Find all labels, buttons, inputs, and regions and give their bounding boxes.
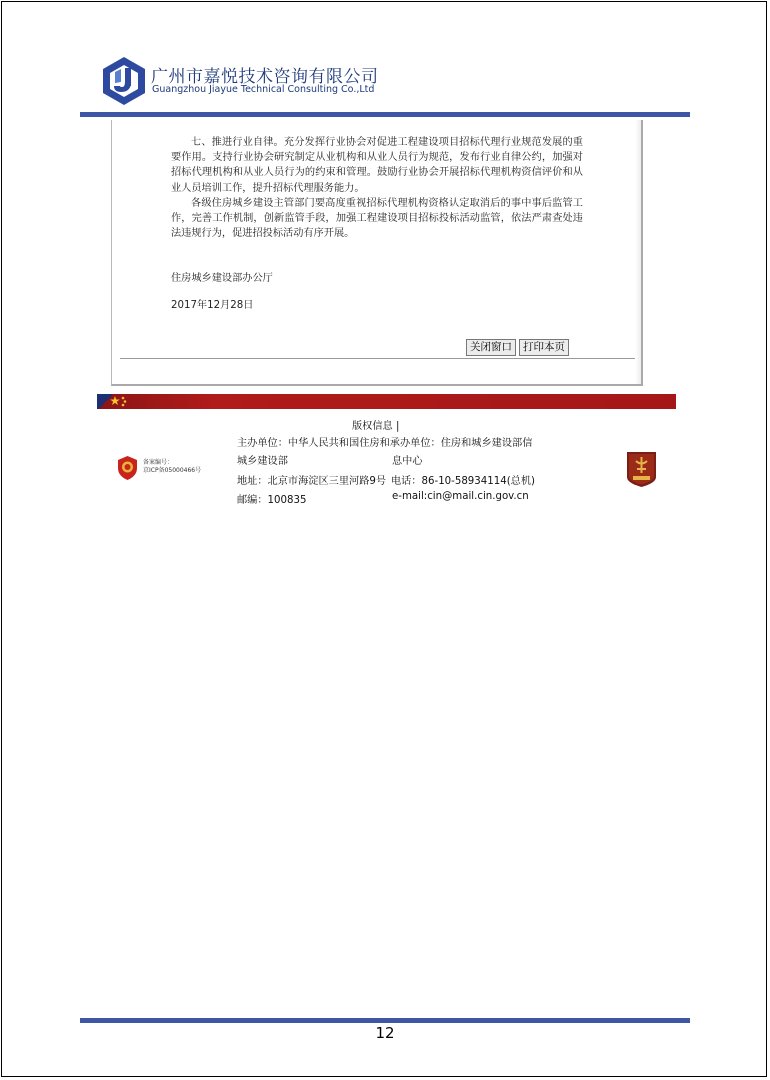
print-page-button[interactable]: 打印本页 (519, 339, 569, 356)
page-number: 12 (375, 1024, 395, 1042)
government-site-emblem-icon[interactable] (625, 449, 658, 488)
icp-label: 备案编号： (143, 459, 174, 466)
footer-postcode: 邮编：100835 (237, 495, 307, 506)
footer-banner (97, 394, 676, 409)
footer-email[interactable]: e-mail:cin@mail.cin.gov.cn (392, 491, 529, 502)
icp-record[interactable] (143, 459, 201, 475)
header-rule (80, 112, 690, 117)
footer-rule (80, 1018, 690, 1023)
host-unit-line-3: 息中心 (392, 456, 423, 467)
copyright-title: 版权信息 | (352, 421, 400, 432)
notice-paragraph-1: 七、推进行业自律。充分发挥行业协会对促进工程建设项目招标代理行业规范发展的重要作用。支持行业协会研究制定从业机构和从业人员行为规范，发布行业自律公约，加强对招标代理机构和从业人员行为的约束和管理。鼓励行业协会开展招标代理机构资信评价和从业人员培训工作，提升招标代理服务能力。 (171, 137, 583, 194)
notice-paragraph-2: 各级住房城乡建设主管部门要高度重视招标代理机构资格认定取消后的事中事后监管工作，完善工作机制，创新监管手段，加强工程建设项目招标投标活动监管，依法严肃查处违法违规行为，促进招投标活动有序开展。 (171, 198, 583, 240)
close-window-button[interactable]: 关闭窗口 (466, 339, 516, 356)
footer-phone: 电话：86-10-58934114(总机) (391, 476, 536, 487)
window-divider (120, 358, 637, 359)
company-name-cn: 广州市嘉悦技术咨询有限公司 (151, 67, 379, 87)
icp-number: 京ICP备05000466号 (143, 467, 202, 474)
footer-address: 地址：北京市海淀区三里河路9号 (237, 476, 387, 487)
star-icon (107, 394, 137, 409)
host-unit-line-2: 城乡建设部 (237, 456, 288, 467)
notice-date: 2017年12月28日 (171, 300, 254, 311)
host-unit-line-1: 主办单位：中华人民共和国住房和承办单位：住房和城乡建设部信 (237, 438, 533, 449)
notice-window (111, 120, 643, 386)
company-logo-icon (101, 56, 147, 106)
police-badge-icon[interactable] (117, 455, 138, 481)
notice-issuer: 住房城乡建设部办公厅 (171, 273, 273, 284)
company-name-en: Guangzhou Jiayue Technical Consulting Co.,Ltd (152, 84, 375, 95)
